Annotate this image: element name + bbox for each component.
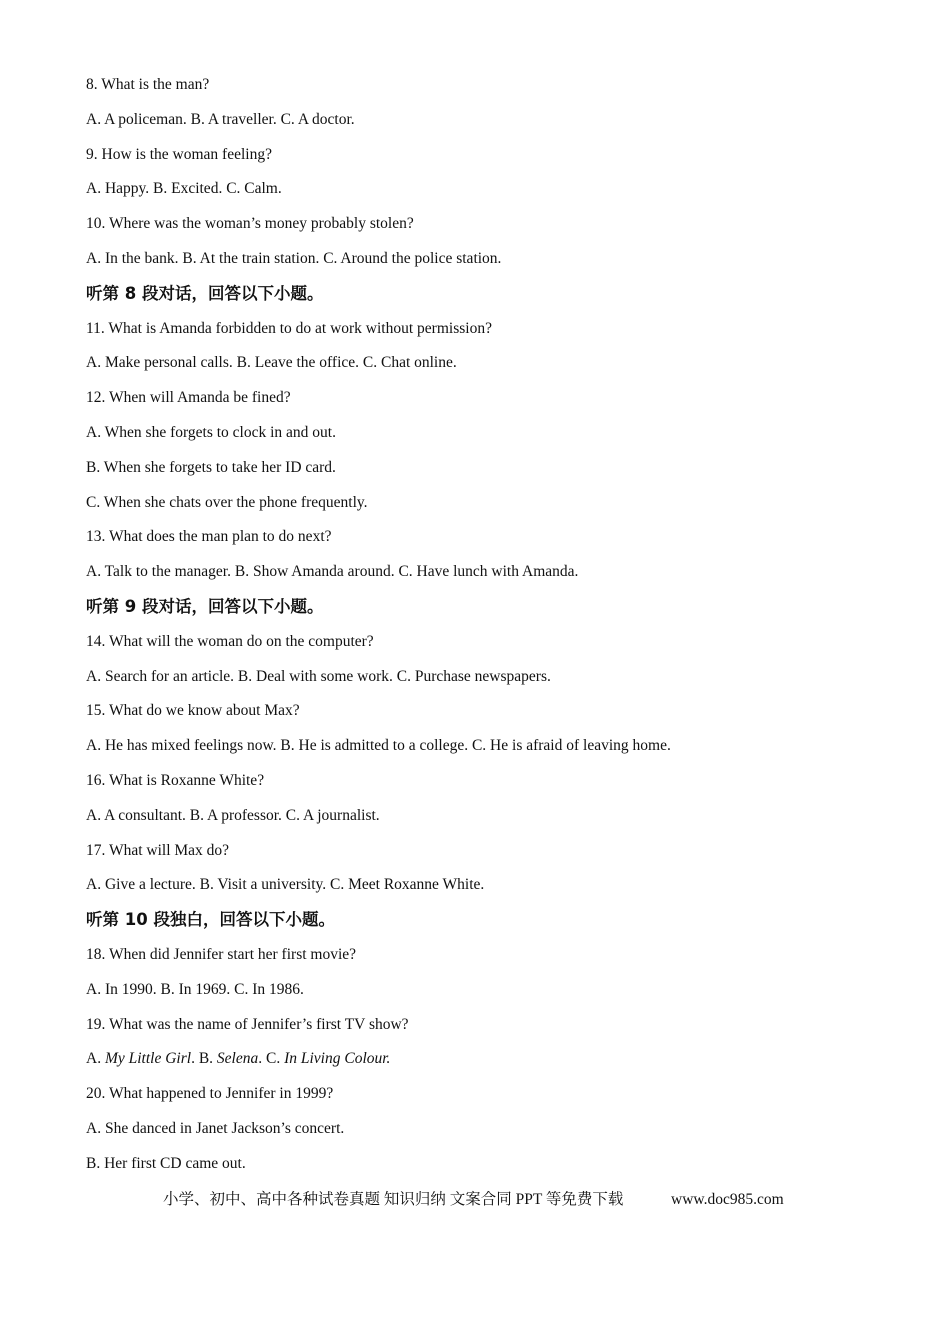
question-text: 9. How is the woman feeling? [86, 145, 272, 163]
answer-options: A. Talk to the manager. B. Show Amanda around. C. Have lunch with Amanda. [86, 563, 579, 581]
question-text: 10. Where was the woman’s money probably stolen? [86, 215, 414, 233]
answer-options: A. A policeman. B. A traveller. C. A doctor. [86, 110, 355, 128]
option-title: In Living Colour. [284, 1050, 391, 1068]
option-label: . B. [191, 1050, 217, 1068]
question-text: 8. What is the man? [86, 76, 210, 93]
answer-options: A. She danced in Janet Jackson’s concert. [86, 1120, 345, 1137]
answer-options: A. Happy. B. Excited. C. Calm. [86, 180, 282, 198]
option-label: A. [86, 1050, 105, 1068]
question-text: 19. What was the name of Jennifer’s first TV show? [86, 1015, 409, 1033]
section-heading: 听第 8 段对话，回答以下小题。 [86, 283, 324, 303]
question-text: 20. What happened to Jennifer in 1999? [86, 1085, 334, 1103]
question-text: 15. What do we know about Max? [86, 702, 300, 720]
option-title: My Little Girl [104, 1050, 192, 1068]
answer-options [86, 1048, 390, 1070]
question-text: 16. What is Roxanne White? [86, 772, 265, 789]
section-heading: 听第 10 段独白，回答以下小题。 [86, 910, 335, 930]
question-text: 13. What does the man plan to do next? [86, 528, 332, 546]
section-heading: 听第 9 段对话，回答以下小题。 [86, 597, 324, 616]
answer-options: C. When she chats over the phone frequently. [86, 493, 368, 511]
answer-options: A. In 1990. B. In 1969. C. In 1986. [86, 980, 304, 998]
question-text: 11. What is Amanda forbidden to do at work without permission? [86, 319, 492, 337]
question-text: 18. When did Jennifer start her first movie? [86, 946, 357, 963]
option-title: Selena [216, 1050, 259, 1068]
answer-options: B. Her first CD came out. [86, 1154, 246, 1172]
answer-options: A. Make personal calls. B. Leave the office. C. Chat online. [86, 354, 457, 372]
answer-options: A. In the bank. B. At the train station. C. Around the police station. [86, 250, 502, 267]
answer-options: B. When she forgets to take her ID card. [86, 458, 336, 476]
answer-options: A. When she forgets to clock in and out. [86, 424, 336, 441]
answer-options: A. He has mixed feelings now. B. He is admitted to a college. C. He is afraid of leaving home. [86, 737, 671, 755]
answer-options: A. A consultant. B. A professor. C. A journalist. [86, 806, 380, 824]
answer-options: A. Search for an article. B. Deal with some work. C. Purchase newspapers. [86, 667, 551, 685]
answer-options: A. Give a lecture. B. Visit a university. C. Meet Roxanne White. [86, 876, 485, 894]
question-text: 17. What will Max do? [86, 841, 230, 859]
option-label: . C. [258, 1050, 285, 1068]
question-text: 12. When will Amanda be fined? [86, 389, 291, 407]
footer-url: www.doc985.com [671, 1191, 784, 1208]
footer-text: 小学、初中、高中各种试卷真题 知识归纳 文案合同 PPT 等免费下载 [163, 1191, 624, 1208]
question-text: 14. What will the woman do on the computer? [86, 632, 374, 650]
